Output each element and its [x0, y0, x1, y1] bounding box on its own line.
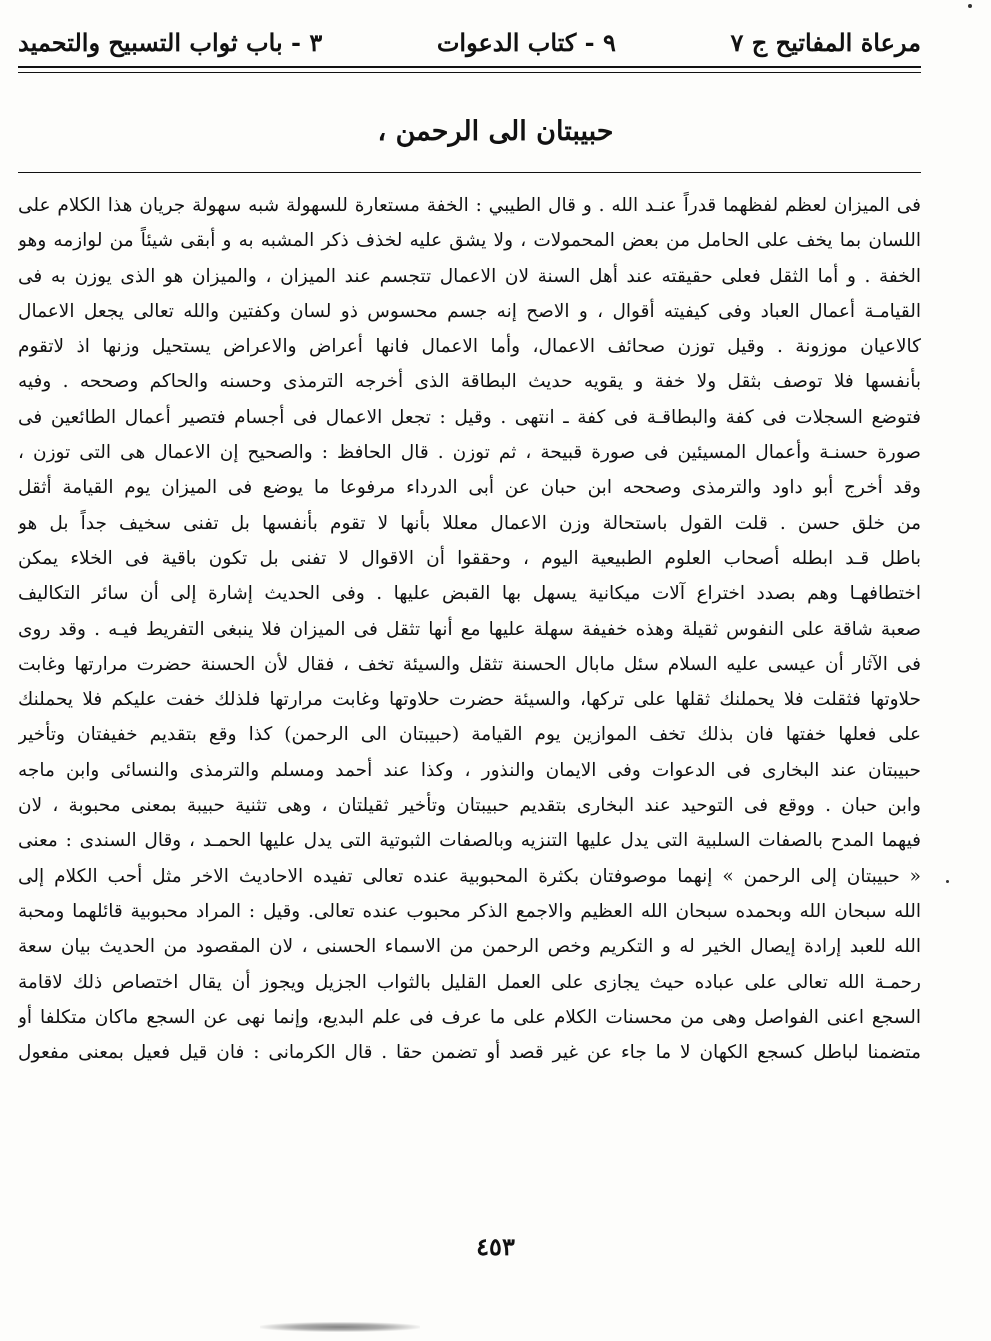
- scan-speck: [946, 880, 949, 883]
- text-line: على فعلها خفتها فان بذلك تخف الموازين يوم القيامة (حبيبتان الى الرحمن) كذا وقع بتقديم خفيفتان وتأخير: [18, 724, 921, 746]
- body-text: [18, 188, 921, 1070]
- text-line: وقد أخرج أبو داود والترمذى وصححه ابن حبان عن أبى الدرداء مرفوعا ما يوضع فى الميزان يوم القيامة أثقل: [18, 477, 921, 499]
- text-line: فيهما المدح بالصفات السلبية التى يدل عليها التنزيه وبالصفات الثبوتية التى يدل عليها الحمـد ، وقال السندى : معنى: [18, 830, 921, 852]
- text-line: الخفة . و أما الثقل فعلى حقيقته عند أهل السنة لان الاعمال تتجسم عند الميزان ، والميزان هو الذى يوزن به فى: [18, 265, 921, 287]
- section-title: حبيبتان الى الرحمن ،: [377, 116, 614, 147]
- text-line: فتوضع السجلات فى كفة والبطاقـة فى كفة ـ انتهى . وقيل : تجعل الاعمال فى أجسام فتصير أعمال الطائعين فى: [18, 406, 921, 428]
- text-line: باطل قـد ابطله أصحاب العلوم الطبيعية اليوم ، وحققوا أن الاقوال لا تفنى بل تكون باقية فى الخلاء يمكن: [18, 547, 921, 569]
- header-book-volume: مرعاة المفاتيح ج ٧: [730, 27, 921, 57]
- running-header: [18, 20, 921, 64]
- title-rule: [18, 172, 921, 173]
- text-line: صعبة شاقة على النفوس ثقيلة وهذه خفيفة سهلة عليها مع أنها تثقل فى الميزان فلا ينبغى التفريط فيـه . وقد روى: [18, 618, 921, 640]
- header-rule-thick: [18, 66, 921, 68]
- text-line: اختطافهـا وهم بصدد اختراع آلات ميكانية يسهل بها القبض عليها . وفى الحديث إشارة إلى أن سائر التكاليف: [18, 583, 921, 605]
- text-line: السجع اعنى الفواصل وهى من محسنات الكلام على ما عرف فى علم البديع، وإنما نهى عن السجع ماكان متكلفا أو: [18, 1006, 921, 1028]
- text-line: « حبيبتان إلى الرحمن » إنهما موصوفتان بكثرة المحبوبية عنده تعالى تفيده الاحاديث الاخر مثل أحب الكلام إلى: [18, 865, 921, 887]
- text-line: الله للعبد إرادة إيصال الخير له و التكريم وخص الرحمن من الاسماء الحسنى ، لان المقصود من الحديث بيان سعة: [18, 936, 921, 958]
- text-line: من خلق حسن . قلت القول باستحالة وزن الاعمال معللا بأنها لا تقوم بأنفسها بل تفنى سخيف جداً بل هو: [18, 512, 921, 534]
- scan-speck: [968, 4, 972, 8]
- text-line: بأنفسها فلا توصف بثقل ولا خفة و يقويه حديث البطاقة الذى أخرجه الترمذى وحسنه والحاكم وصححه . وفيه: [18, 371, 921, 393]
- header-section: ٣ - باب ثواب التسبيح والتحميد: [18, 27, 323, 57]
- text-line: اللسان بما يخف على الحامل من بعض المحمولات ، ولا يشق عليه لخذف ذكر المشبه به و أبقى شيئاً من لوازمه وهو: [18, 230, 921, 252]
- header-chapter: ٩ - كتاب الدعوات: [436, 27, 616, 57]
- text-line: حلاوتها فثقلت فلا يحملنك ثقلها على تركها، والسيئة حضرت حلاوتها وغابت مرارتها فلذلك خفت عليكم فلا يحملنك: [18, 689, 921, 711]
- text-line: فى الآثار أن عيسى عليه السلام سئل مابال الحسنة تثقل والسيئة تخف ، فقال لأن الحسنة حضرت مرارتها وغابت: [18, 653, 921, 675]
- header-rule-thin: [18, 72, 921, 73]
- page-number: ٤٥٣: [476, 1232, 515, 1261]
- text-line: صورة حسنـة وأعمال المسيئين فى صورة قبيحة ، ثم توزن . قال الحافظ : والصحيح إن الاعمال هى التى توزن ،: [18, 442, 921, 464]
- text-line: القيامـة أعمال العباد وفى كيفيته أقوال ، و الاصح إنه جسم محسوس ذو لسان وكفتين والله تعالى يجعل الاعمال: [18, 300, 921, 322]
- text-line: الله سبحان الله وبحمده سبحان الله العظيم والاجمع الذكر محبوب عنده تعالى. وقيل : المراد محبوبية قائلهما ومحبة: [18, 900, 921, 922]
- text-line: كالاعيان موزونة . وقيل توزن صحائف الاعمال، وأما الاعمال فانها أعراض والاعراض يستحيل وزنها اذ لاتقوم: [18, 336, 921, 358]
- text-line: متضمنا لباطل كسجع الكهان لا ما جاء عن غير قصد أو تضمن حقا . قال الكرمانى : فان قيل فعيل بمعنى مفعول: [18, 1042, 921, 1064]
- scan-smudge: [260, 1322, 420, 1332]
- text-line: حبيبتان عند البخارى فى الدعوات وفى الايمان والنذور ، وكذا عند أحمد ومسلم والترمذى والنسائى وابن ماجه: [18, 759, 921, 781]
- text-line: فى الميزان لعظم لفظهما قدراً عنـد الله . و قال الطيبي : الخفة مستعارة للسهولة شبه سهولة جريان هذا الكلام على: [18, 195, 921, 216]
- text-line: رحمـة الله تعالى على عباده حيث يجازى على العمل القليل بالثواب الجزيل ويجوز أن يقال اختصاص ذلك لاقامة: [18, 971, 921, 993]
- text-line: وابن حبان . ووقع فى التوحيد عند البخارى بتقديم حبيبتان وتأخير ثقيلتان ، وهى تثنية حبيبة بمعنى محبوبة ، لان: [18, 795, 921, 817]
